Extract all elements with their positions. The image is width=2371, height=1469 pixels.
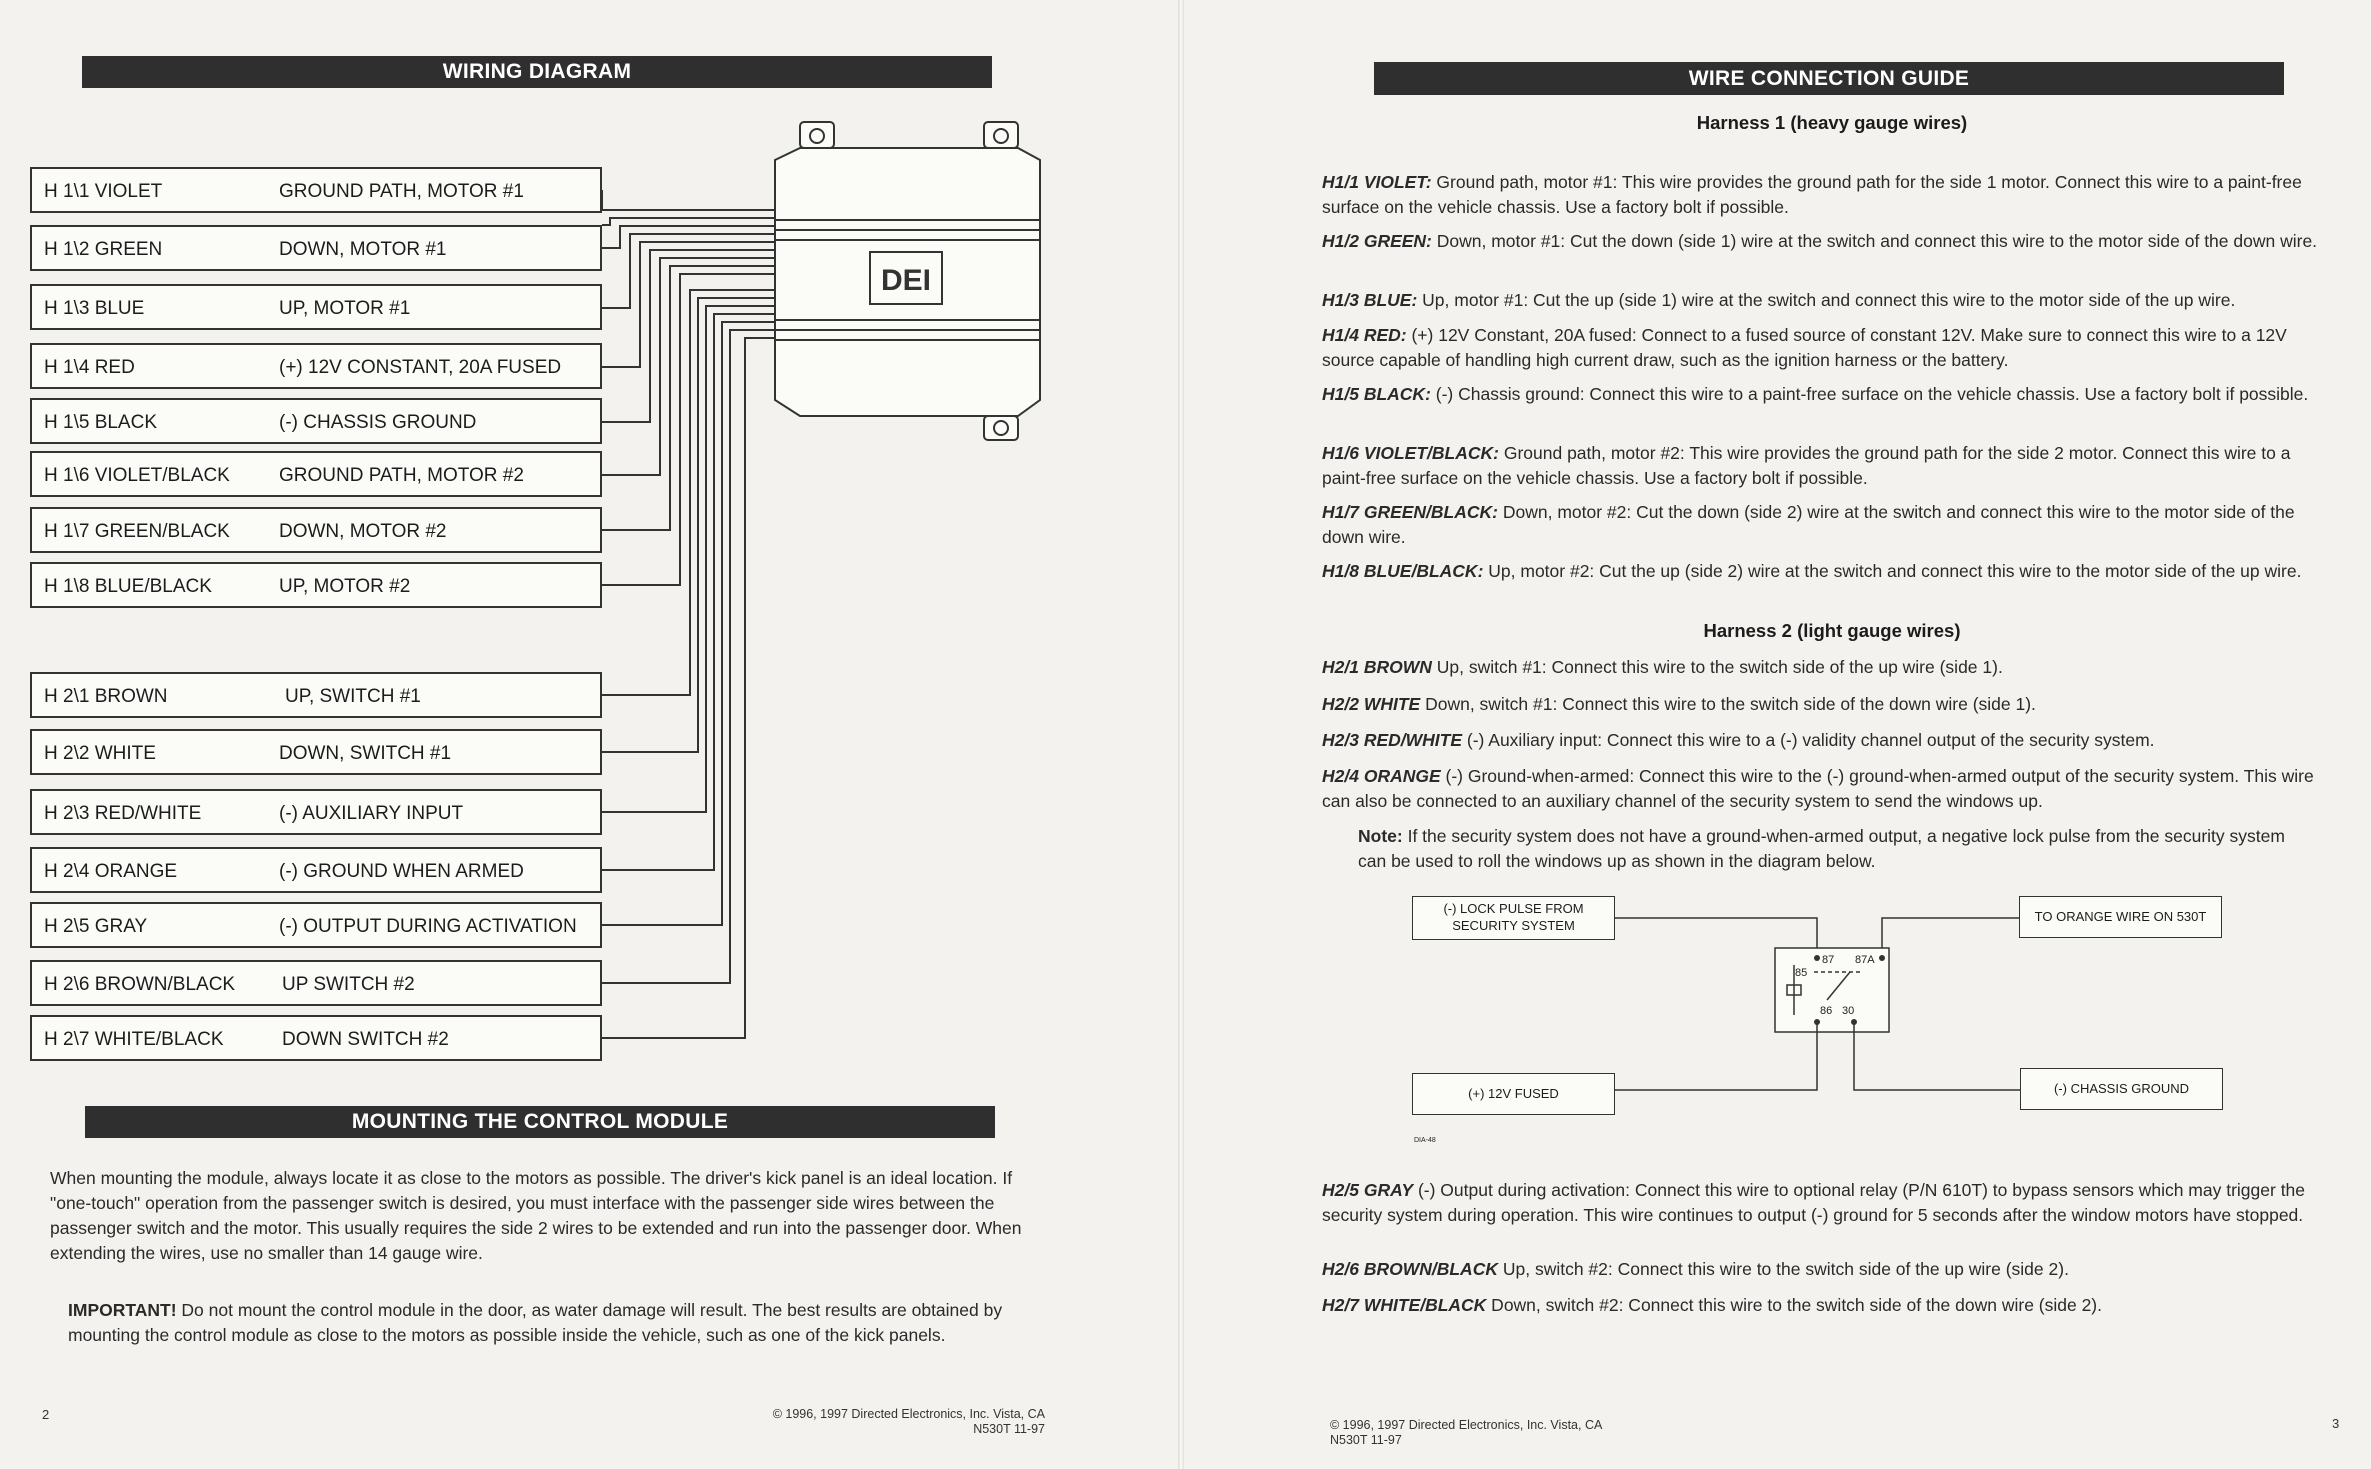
pin-30: 30 xyxy=(1842,1005,1855,1017)
mounting-text: When mounting the module, always locate it as close to the motors as possible. The driver's kick panel is an ideal location. If "one-touch" operation from the passenger switch is desired, you must interface with the passenger side wires between the passenger switch and the motor. This usually requires the side 2 wires to be extended and run into the passenger door. When extending the wires, use no smaller than 14 gauge wire. xyxy=(50,1168,1022,1263)
page-number-left: 2 xyxy=(42,1407,50,1422)
important-label: IMPORTANT! xyxy=(68,1300,177,1320)
entry-h2-2: H2/2 WHITE Down, switch #1: Connect this wire to the switch side of the down wire (side 1). xyxy=(1322,694,2036,714)
entry-h1-5: H1/5 BLACK: (-) Chassis ground: Connect this wire to a paint-free surface on the vehicle chassis. Use a factory bolt if possible. xyxy=(1322,384,2309,404)
harness1-heading: Harness 1 (heavy gauge wires) xyxy=(1696,112,1968,133)
wire-h2-3: H 2\3 RED/WHITE (-) AUXILIARY INPUT xyxy=(30,789,602,835)
entry-h2-4: H2/4 ORANGE (-) Ground-when-armed: Connect this wire to the (-) ground-when-armed output of the security system. This wire can also be connected to an auxiliary channel of the security system to send the windows up. xyxy=(1322,766,2314,811)
right-page xyxy=(1182,0,2371,1469)
wire-h2-6: H 2\6 BROWN/BLACK UP SWITCH #2 xyxy=(30,960,602,1006)
wire-h1-3: H 1\3 BLUE UP, MOTOR #1 xyxy=(30,284,602,330)
pin-87: 87 xyxy=(1822,954,1835,966)
copyright-left: © 1996, 1997 Directed Electronics, Inc. Vista, CA N530T 11-97 xyxy=(772,1407,1045,1436)
diagram-code: DIA-48 xyxy=(1414,1137,1436,1144)
lock-pulse-box: (-) LOCK PULSE FROM SECURITY SYSTEM xyxy=(1412,896,1615,940)
wire-h2-4: H 2\4 ORANGE (-) GROUND WHEN ARMED xyxy=(30,847,602,893)
entry-h1-2: H1/2 GREEN: Down, motor #1: Cut the down (side 1) wire at the switch and connect this wire to the motor side of the down wire. xyxy=(1322,231,2318,251)
wire-h2-5: H 2\5 GRAY (-) OUTPUT DURING ACTIVATION xyxy=(30,902,602,948)
wire-lines xyxy=(602,190,775,1038)
left-page xyxy=(0,0,1180,1469)
entry-h2-3: H2/3 RED/WHITE (-) Auxiliary input: Connect this wire to a (-) validity channel output of the security system. xyxy=(1322,730,2155,750)
entry-h1-7: H1/7 GREEN/BLACK: Down, motor #2: Cut the down (side 2) wire at the switch and connect this wire to the motor side of the down wire. xyxy=(1322,502,2295,547)
wire-h1-7: H 1\7 GREEN/BLACK DOWN, MOTOR #2 xyxy=(30,507,602,553)
important-note xyxy=(68,1298,1028,1348)
to-orange-box: TO ORANGE WIRE ON 530T xyxy=(2019,896,2222,938)
pin-85: 85 xyxy=(1795,967,1808,979)
wire-h1-1: H 1\1 VIOLET GROUND PATH, MOTOR #1 xyxy=(30,167,602,213)
mounting-title: MOUNTING THE CONTROL MODULE xyxy=(85,1106,995,1138)
wire-h1-4: H 1\4 RED (+) 12V CONSTANT, 20A FUSED xyxy=(30,343,602,389)
wiring-diagram-title: WIRING DIAGRAM xyxy=(82,56,992,88)
entry-h1-4: H1/4 RED: (+) 12V Constant, 20A fused: Connect to a fused source of constant 12V. Make sure to connect this wire to a 12V source capable of handling high current draw, such as the ignition harness or the battery. xyxy=(1322,325,2287,370)
entry-h1-1: H1/1 VIOLET: Ground path, motor #1: This wire provides the ground path for the side 1 motor. Connect this wire to a paint-free surface on the vehicle chassis. Use a factory bolt if possible. xyxy=(1322,172,2302,217)
entry-h1-8: H1/8 BLUE/BLACK: Up, motor #2: Cut the up (side 2) wire at the switch and connect this wire to the motor side of the up wire. xyxy=(1322,561,2302,581)
wire-h2-7: H 2\7 WHITE/BLACK DOWN SWITCH #2 xyxy=(30,1015,602,1061)
dei-logo: DEI xyxy=(880,264,932,297)
pin-87a: 87A xyxy=(1855,954,1875,966)
chassis-ground-box: (-) CHASSIS GROUND xyxy=(2020,1068,2223,1110)
entry-h2-5: H2/5 GRAY (-) Output during activation: Connect this wire to optional relay (P/N 610T) to bypass sensors which may trigger the security system during operation. This wire continues to output (-) ground for 5 seconds after the window motors have stopped. xyxy=(1322,1180,2306,1225)
wire-h1-5: H 1\5 BLACK (-) CHASSIS GROUND xyxy=(30,398,602,444)
copyright-right: © 1996, 1997 Directed Electronics, Inc. Vista, CA N530T 11-97 xyxy=(1330,1418,1603,1447)
wire-h1-2: H 1\2 GREEN DOWN, MOTOR #1 xyxy=(30,225,602,271)
entry-h2-6: H2/6 BROWN/BLACK Up, switch #2: Connect this wire to the switch side of the up wire (side 2). xyxy=(1322,1259,2069,1279)
important-text: Do not mount the control module in the door, as water damage will result. The best results are obtained by mounting the control module as close to the motors as possible inside the vehicle, such as one of the kick panels. xyxy=(68,1300,1003,1345)
harness2-heading: Harness 2 (light gauge wires) xyxy=(1703,620,1961,641)
note: Note: If the security system does not have a ground-when-armed output, a negative lock pulse from the security system can be used to roll the windows up as shown in the diagram below. xyxy=(1358,826,2285,871)
entry-h2-1: H2/1 BROWN Up, switch #1: Connect this wire to the switch side of the up wire (side 1). xyxy=(1322,657,2003,677)
wire-h1-8: H 1\8 BLUE/BLACK UP, MOTOR #2 xyxy=(30,562,602,608)
wire-h1-6: H 1\6 VIOLET/BLACK GROUND PATH, MOTOR #2 xyxy=(30,451,602,497)
wire-connection-guide-title: WIRE CONNECTION GUIDE xyxy=(1374,62,2284,95)
relay-diagram xyxy=(1182,0,2371,1469)
wire-h2-2: H 2\2 WHITE DOWN, SWITCH #1 xyxy=(30,729,602,775)
entry-h2-7: H2/7 WHITE/BLACK Down, switch #2: Connect this wire to the switch side of the down wire (side 2). xyxy=(1322,1295,2102,1315)
entry-h1-6: H1/6 VIOLET/BLACK: Ground path, motor #2: This wire provides the ground path for the side 2 motor. Connect this wire to a paint-free surface on the vehicle chassis. Use a factory bolt if possible. xyxy=(1322,443,2291,488)
page-number-right: 3 xyxy=(2332,1416,2340,1431)
entry-h1-3: H1/3 BLUE: Up, motor #1: Cut the up (side 1) wire at the switch and connect this wire to the motor side of the up wire. xyxy=(1322,290,2236,310)
wire-h2-1: H 2\1 BROWN UP, SWITCH #1 xyxy=(30,672,602,718)
pin-86: 86 xyxy=(1820,1005,1833,1017)
fused-box: (+) 12V FUSED xyxy=(1412,1073,1615,1115)
